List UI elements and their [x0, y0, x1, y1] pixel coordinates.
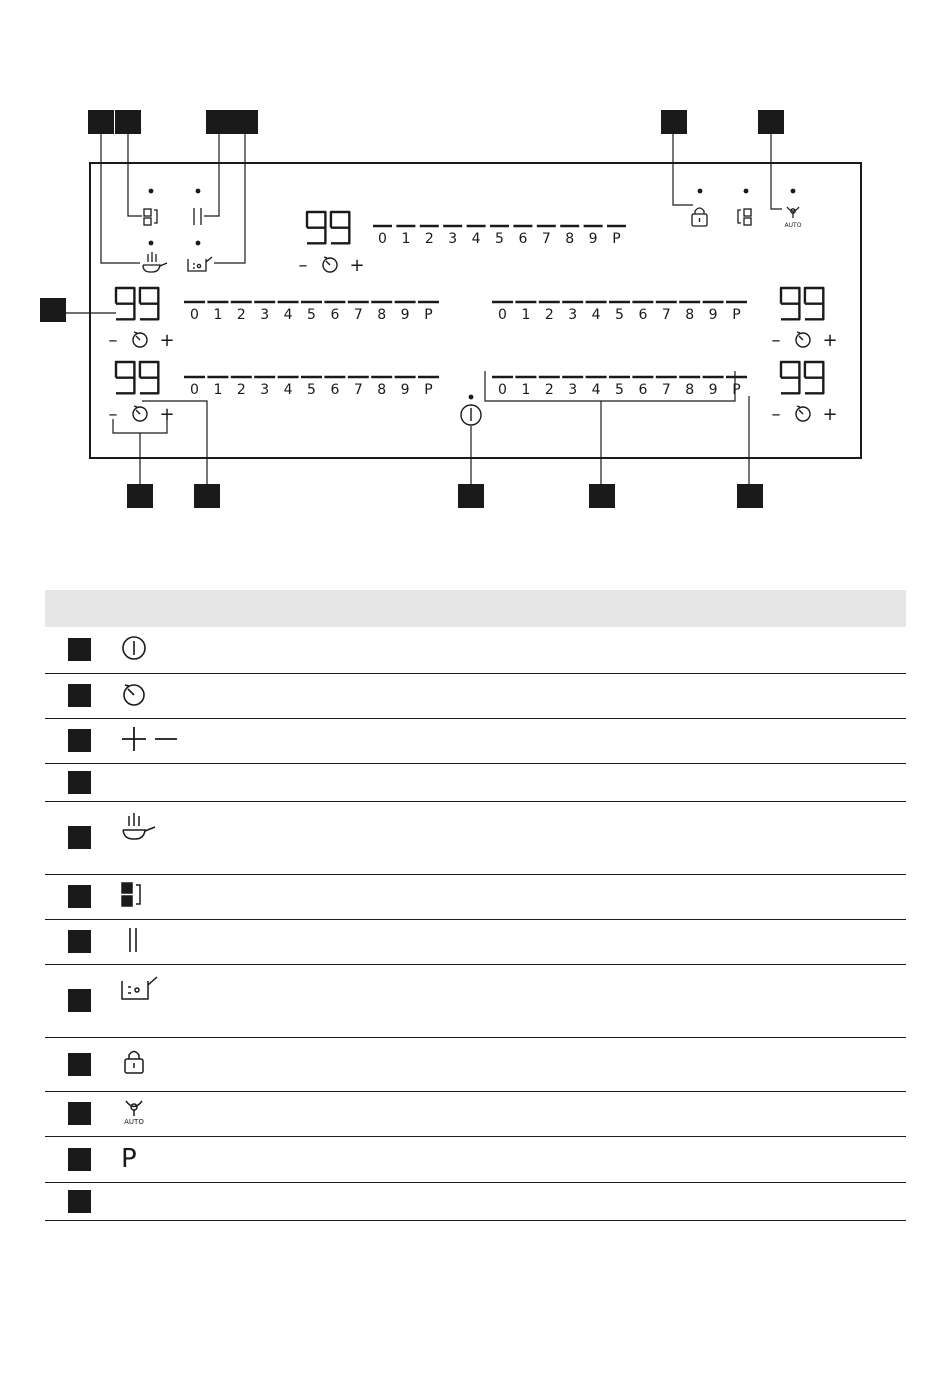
- level-label[interactable]: 4: [591, 382, 601, 398]
- level-label[interactable]: 7: [661, 307, 671, 323]
- timer-controls: [772, 404, 838, 425]
- callout-marker: [68, 684, 91, 707]
- level-label[interactable]: 6: [518, 231, 528, 247]
- callout-marker: [589, 484, 615, 508]
- power-level-scale[interactable]: [373, 226, 626, 247]
- legend-symbol-cell: [115, 718, 215, 763]
- indicator-dot: [744, 189, 749, 194]
- timer-icon[interactable]: [323, 257, 337, 272]
- legend-number-cell: [45, 763, 115, 801]
- level-label[interactable]: 7: [541, 231, 551, 247]
- indicator-dot: [791, 189, 796, 194]
- level-label[interactable]: 5: [615, 382, 624, 398]
- power-level-scale[interactable]: [184, 302, 439, 323]
- callout-marker: [737, 484, 763, 508]
- level-label[interactable]: 2: [236, 307, 246, 323]
- level-label[interactable]: 4: [283, 307, 293, 323]
- level-label[interactable]: 9: [588, 231, 598, 247]
- control-panel-diagram: [0, 0, 950, 560]
- legend-row: [45, 718, 906, 763]
- legend-symbol-cell: [115, 673, 215, 718]
- level-label[interactable]: 3: [260, 382, 270, 398]
- bridge-right-icon[interactable]: [738, 209, 751, 225]
- callout-marker: [68, 1148, 91, 1171]
- legend-row: [45, 673, 906, 718]
- power-icon[interactable]: [461, 405, 481, 425]
- legend-number-cell: [45, 627, 115, 673]
- timer-display: [781, 276, 823, 319]
- callout-marker: [68, 638, 91, 661]
- legend-row: [45, 919, 906, 964]
- plus-button[interactable]: +: [822, 330, 838, 351]
- pot-boil-icon: [119, 973, 215, 1009]
- minus-button[interactable]: –: [771, 404, 781, 425]
- level-label[interactable]: 1: [521, 382, 531, 398]
- lock-icon[interactable]: [692, 208, 707, 226]
- level-label[interactable]: 0: [190, 382, 199, 398]
- level-label[interactable]: 4: [283, 382, 293, 398]
- callout-marker: [68, 771, 91, 794]
- legend-description-cell: [215, 627, 906, 673]
- bridge-icon: [119, 880, 215, 914]
- level-label[interactable]: 0: [190, 307, 199, 323]
- legend-symbol-cell: [115, 627, 215, 673]
- level-label[interactable]: 9: [400, 382, 410, 398]
- callout-marker: [68, 729, 91, 752]
- legend-number-cell: [45, 1182, 115, 1220]
- legend-number-cell: [45, 801, 115, 874]
- legend-row: [45, 627, 906, 673]
- callout-marker: [194, 484, 220, 508]
- timer-icon[interactable]: [133, 332, 147, 347]
- level-label[interactable]: 9: [708, 382, 718, 398]
- power-level-scale[interactable]: [492, 377, 747, 398]
- indicator-dot: [196, 241, 201, 246]
- minus-button[interactable]: –: [108, 330, 118, 351]
- level-label[interactable]: 0: [498, 382, 507, 398]
- power-level-scale[interactable]: [492, 302, 747, 323]
- bridge-icon[interactable]: [144, 209, 157, 225]
- pause-icon[interactable]: [194, 208, 201, 225]
- callout-marker: [68, 989, 91, 1012]
- legend-description-cell: [215, 1182, 906, 1220]
- timer-icon[interactable]: [796, 332, 810, 347]
- callout-marker: [758, 110, 784, 134]
- level-label[interactable]: 1: [401, 231, 411, 247]
- level-label[interactable]: 5: [307, 307, 316, 323]
- level-label[interactable]: 4: [591, 307, 601, 323]
- timer-icon[interactable]: [133, 406, 147, 421]
- legend-description-cell: [215, 1037, 906, 1091]
- minus-button[interactable]: –: [298, 255, 308, 276]
- plus-button[interactable]: +: [349, 255, 365, 276]
- level-label[interactable]: 9: [400, 307, 410, 323]
- callout-marker: [206, 110, 232, 134]
- level-label[interactable]: 6: [330, 307, 340, 323]
- legend-table: [45, 590, 906, 1221]
- indicator-dot: [469, 395, 474, 400]
- hob-to-hood-auto-icon: [119, 1097, 215, 1131]
- callout-marker: [40, 298, 66, 322]
- level-label[interactable]: 6: [638, 382, 648, 398]
- power-level-scale[interactable]: [184, 377, 439, 398]
- legend-row: [45, 1182, 906, 1220]
- legend-row: [45, 874, 906, 919]
- lock-icon: [119, 1047, 215, 1081]
- plus-button[interactable]: +: [159, 404, 175, 425]
- legend-description-cell: [215, 964, 906, 1037]
- legend-description-cell: [215, 1091, 906, 1136]
- legend-description-cell: [215, 919, 906, 964]
- timer-controls: [109, 404, 175, 425]
- level-label[interactable]: 7: [353, 307, 363, 323]
- level-label[interactable]: 5: [307, 382, 316, 398]
- frying-pan-icon[interactable]: [143, 252, 167, 272]
- legend-symbol-cell: [115, 763, 215, 801]
- level-label[interactable]: 2: [544, 382, 554, 398]
- timer-controls: [109, 330, 175, 351]
- indicator-dot: [196, 189, 201, 194]
- level-label[interactable]: 3: [568, 307, 578, 323]
- level-label[interactable]: 5: [615, 307, 624, 323]
- level-label[interactable]: P: [732, 382, 741, 398]
- level-label[interactable]: 0: [378, 231, 387, 247]
- callout-marker: [127, 484, 153, 508]
- legend-header: [45, 590, 906, 627]
- legend-number-cell: [45, 1037, 115, 1091]
- level-label[interactable]: 8: [377, 382, 387, 398]
- level-label[interactable]: 8: [685, 307, 695, 323]
- level-label[interactable]: 3: [448, 231, 458, 247]
- power-boost-symbol: P: [121, 1144, 137, 1174]
- callout-marker: [88, 110, 114, 134]
- legend-symbol-cell: [115, 919, 215, 964]
- timer-display: [116, 276, 158, 319]
- legend-row: [45, 763, 906, 801]
- pot-boil-icon[interactable]: [188, 257, 212, 271]
- callout-marker: [661, 110, 687, 134]
- indicator-dot: [149, 241, 154, 246]
- level-label[interactable]: 0: [498, 307, 507, 323]
- callout-marker: [232, 110, 258, 134]
- timer-display: [307, 200, 349, 243]
- level-label[interactable]: 2: [424, 231, 434, 247]
- level-label[interactable]: 7: [661, 382, 671, 398]
- auto-label: AUTO: [784, 222, 802, 229]
- level-label[interactable]: 7: [353, 382, 363, 398]
- legend-number-cell: [45, 1136, 115, 1182]
- minus-button[interactable]: –: [771, 330, 781, 351]
- timer-icon: [119, 679, 215, 713]
- level-label[interactable]: 5: [495, 231, 504, 247]
- callout-marker: [68, 1102, 91, 1125]
- level-label[interactable]: P: [612, 231, 621, 247]
- level-label[interactable]: 3: [568, 382, 578, 398]
- level-label[interactable]: 1: [213, 382, 223, 398]
- frying-pan-icon: [119, 810, 215, 848]
- legend-symbol-cell: [115, 1182, 215, 1220]
- legend-row: [45, 964, 906, 1037]
- level-label[interactable]: P: [732, 307, 741, 323]
- level-label[interactable]: P: [424, 382, 433, 398]
- legend-description-cell: [215, 673, 906, 718]
- legend-number-cell: [45, 919, 115, 964]
- callout-marker: [68, 1053, 91, 1076]
- legend-row: [45, 801, 906, 874]
- level-label[interactable]: 6: [330, 382, 340, 398]
- level-label[interactable]: 8: [685, 382, 695, 398]
- timer-display: [781, 350, 823, 393]
- legend-description-cell: [215, 763, 906, 801]
- callout-marker: [458, 484, 484, 508]
- legend-symbol-cell: [115, 964, 215, 1037]
- legend-symbol-cell: [115, 1091, 215, 1136]
- callout-marker: [115, 110, 141, 134]
- legend-row: [45, 1091, 906, 1136]
- callout-marker: [68, 885, 91, 908]
- legend-symbol-cell: [115, 874, 215, 919]
- legend-symbol-cell: [115, 1037, 215, 1091]
- level-label[interactable]: 1: [213, 307, 223, 323]
- legend-description-cell: [215, 718, 906, 763]
- legend-row: [45, 1037, 906, 1091]
- callout-marker: [68, 930, 91, 953]
- legend-number-cell: [45, 1091, 115, 1136]
- legend-number-cell: [45, 964, 115, 1037]
- power-icon: [119, 633, 215, 667]
- legend-row: [45, 1136, 906, 1182]
- hob-to-hood-auto-icon[interactable]: [787, 207, 799, 218]
- level-label[interactable]: 8: [565, 231, 575, 247]
- callout-marker: [68, 1190, 91, 1213]
- legend-number-cell: [45, 673, 115, 718]
- level-label[interactable]: 2: [236, 382, 246, 398]
- legend-symbol-cell: [115, 1136, 215, 1182]
- level-label[interactable]: 8: [377, 307, 387, 323]
- level-label[interactable]: 4: [471, 231, 481, 247]
- timer-controls: [299, 255, 365, 276]
- legend-description-cell: [215, 801, 906, 874]
- svg-text:AUTO: AUTO: [124, 1117, 144, 1126]
- minus-button[interactable]: –: [108, 404, 118, 425]
- level-label[interactable]: 2: [544, 307, 554, 323]
- level-label[interactable]: 6: [638, 307, 648, 323]
- legend-description-cell: [215, 874, 906, 919]
- level-label[interactable]: 1: [521, 307, 531, 323]
- legend-symbol-cell: [115, 801, 215, 874]
- indicator-dot: [149, 189, 154, 194]
- callout-marker: [68, 826, 91, 849]
- legend-number-cell: [45, 874, 115, 919]
- panel-frame: [90, 163, 861, 458]
- level-label[interactable]: 9: [708, 307, 718, 323]
- level-label[interactable]: P: [424, 307, 433, 323]
- timer-display: [116, 350, 158, 393]
- plus-button[interactable]: +: [822, 404, 838, 425]
- plus-button[interactable]: +: [159, 330, 175, 351]
- indicator-dot: [698, 189, 703, 194]
- level-label[interactable]: 3: [260, 307, 270, 323]
- legend-number-cell: [45, 718, 115, 763]
- timer-icon[interactable]: [796, 406, 810, 421]
- timer-controls: [772, 330, 838, 351]
- plus-minus-icon: [119, 724, 215, 758]
- legend-description-cell: [215, 1136, 906, 1182]
- pause-icon: [119, 925, 215, 959]
